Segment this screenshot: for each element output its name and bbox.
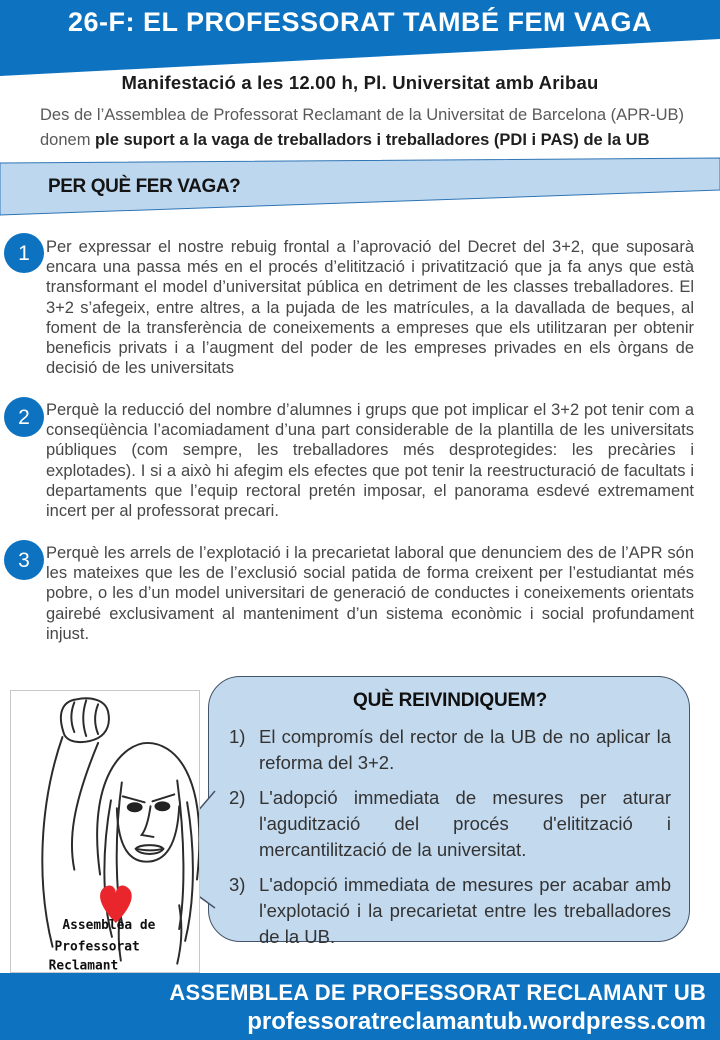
right-eye	[154, 801, 170, 811]
demonstration-subtitle: Manifestació a les 12.00 h, Pl. Universitat amb Aribau	[121, 72, 599, 93]
reason-1-number: 1	[18, 241, 30, 265]
footer-website-url: professoratreclamantub.wordpress.com	[247, 1008, 706, 1035]
intro-regular-text: Des de l’Assemblea de Professorat Reclamant de la Universitat de Barcelona (APR-UB) donem	[40, 106, 684, 149]
demand-2-number: 2)	[229, 787, 246, 808]
demand-item	[229, 785, 671, 863]
poster-title: 26-F: EL PROFESSORAT TAMBÉ FEM VAGA	[67, 7, 653, 37]
demand-3-text: L'adopció immediata de mesures per acabar amb l'explotació i la precarietat entre les treballadores de la UB.	[259, 874, 671, 947]
apr-logo-drawing	[10, 690, 200, 973]
demands-speech-bubble	[208, 676, 690, 947]
demand-1-number: 1)	[229, 726, 246, 747]
footer-banner	[0, 973, 720, 1040]
left-eye	[127, 802, 143, 812]
reason-3-text: Perquè les arrels de l’explotació i la precarietat laboral que denunciem des de l’APR són les mateixes que les de l’exclusió social patida de forma creixent per l’estudiantat més pobre, o les d’un model universitari de generació de conductes i coneixements orientats gairebé exclusivament al manteniment d’un sistema econòmic i social profundament injust.	[46, 544, 694, 643]
bubble-heading: QUÈ REIVINDIQUEM?	[352, 690, 547, 711]
section-heading: PER QUÈ FER VAGA?	[48, 176, 241, 197]
nose-line	[142, 806, 154, 837]
demand-item	[229, 724, 671, 776]
arm-line	[42, 737, 62, 947]
logo-text-line1: Assemblea de	[62, 917, 156, 933]
intro-bold-text: ple suport a la vaga de treballadors i treballadores (PDI i PAS) de la UB	[95, 131, 650, 149]
reason-2-text: Perquè la reducció del nombre d’alumnes i grups que pot implicar el 3+2 pot tenir com a conseqüència l’acomiadament d’una part considerable de la plantilla de les universitats públiques (com sempre, les treballadores més desprotegides: les precàries i explotades). I si a això hi afegim els efectes que pot tenir la reestructuració de facultats i departaments que l’equip rectoral pretén imposar, el panorama esdevé extremament incert per al professorat precari.	[46, 401, 694, 521]
demand-1-text: El compromís del rector de la UB de no aplicar la reforma del 3+2.	[259, 726, 671, 773]
intro-paragraph	[40, 103, 684, 153]
reason-3-number: 3	[18, 548, 30, 572]
reason-2-number: 2	[18, 405, 30, 429]
reason-3-badge	[4, 540, 44, 580]
logo-text-line3: Reclamant	[48, 958, 119, 972]
reason-1-text: Per expressar el nostre rebuig frontal a l’aprovació del Decret del 3+2, que suposarà encara una passa més en el procés d’elitització i privatització que ja fa anys que està transformant el model d’universitat pública en detriment de les classes treballadores. El 3+2 s’afegeix, entre altres, a la pujada de les matrícules, a la davallada de beques, al foment de la transferència de coneixements a empreses que els utilitzaran per obtenir beneficis privats i a l’augment del poder de les empreses privades en els òrgans de decisió de les universitats	[46, 238, 694, 378]
demand-2-text: L'adopció immediata de mesures per aturar l'agudització del procés d'elitització i mercantilització de la universitat.	[259, 787, 671, 860]
reason-1-badge	[4, 233, 44, 273]
demand-3-number: 3)	[229, 874, 246, 895]
reason-2-badge	[4, 397, 44, 437]
demand-item	[229, 872, 671, 950]
footer-organization: ASSEMBLEA DE PROFESSORAT RECLAMANT UB	[169, 980, 706, 1005]
raised-fist-woman-illustration	[11, 691, 199, 972]
logo-text-line2: Professorat	[54, 939, 140, 955]
